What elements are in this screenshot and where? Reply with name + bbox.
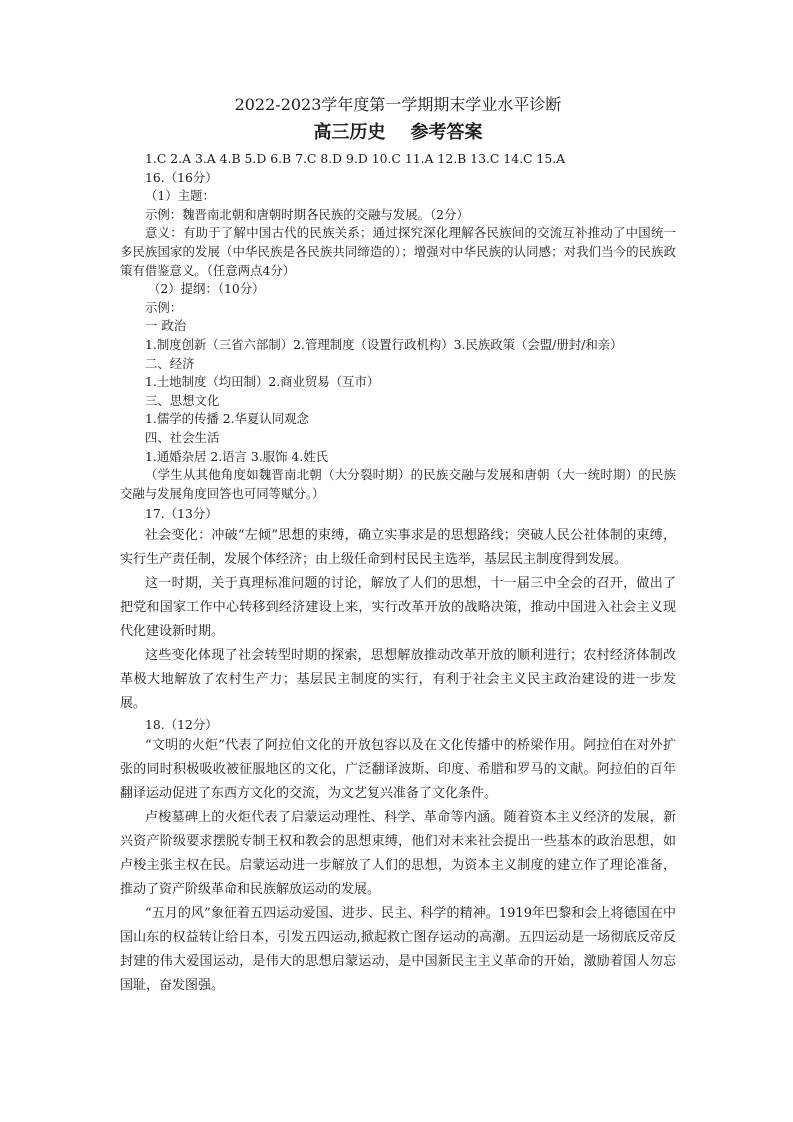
multiple-choice-answers: 1.C 2.A 3.A 4.B 5.D 6.B 7.C 8.D 9.D 10.C 11.A 12.B 13.C 14.C 15.A (145, 151, 566, 166)
q16-section3-items: 1.儒学的传播 2.华夏认同观念 (145, 411, 309, 427)
answer-sheet (120, 94, 676, 998)
q16-section1-title: 一 政治 (145, 318, 187, 334)
q16-section1-items: 1.制度创新（三省六部制）2.管理制度（设置行政机构）3.民族政策（会盟/册封/和亲） (145, 336, 623, 352)
q16-section4-items: 1.通婚杂居 2.语言 3.服饰 4.姓氏 (145, 448, 329, 464)
q18-paragraph: “五月的风”象征着五四运动爱国、进步、民主、科学的精神。1919年巴黎和会上将德国在中国山东的权益转让给日本，引发五四运动,掀起救亡图存运动的高潮。五四运动是一场彻底反帝反封建的伟大爱国运动，是伟大的思想启蒙运动，是中国新民主主义革命的开始，激励着国人勿忘国耻，奋发图强。 (120, 906, 676, 994)
q17-heading: 17.（13分） (145, 506, 218, 522)
q16-part2-label: （2）提纲：（10分） (148, 281, 265, 297)
q16-part1-label: （1）主题： (145, 188, 215, 204)
q17-paragraph: 社会变化：冲破“左倾”思想的束缚，确立实事求是的思想路线；突破人民公社体制的束缚，实行生产责任制，发展个体经济；由上级任命到村民民主选举，基层民主制度得到发展。 (120, 527, 676, 567)
q16-part1-example: 示例：魏晋南北朝和唐朝时期各民族的交融与发展。（2分） (145, 206, 469, 222)
q18-heading: 18.（12分） (145, 716, 218, 732)
q16-section3-title: 三、思想文化 (145, 392, 220, 408)
q16-heading: 16.（16分） (145, 169, 218, 185)
q16-section2-title: 二、经济 (145, 355, 195, 371)
q16-part2-example: 示例： (145, 299, 183, 315)
q18-paragraph: “文明的火炬”代表了阿拉伯文化的开放包容以及在文化传播中的桥梁作用。阿拉伯在对外扩张的同时积极吸收被征服地区的文化，广泛翻译波斯、印度、希腊和罗马的文献。阿拉伯的百年翻译运动促进了东西方文化的交流，为文艺复兴准备了文化条件。 (120, 738, 676, 802)
q16-scoring-note: （学生从其他角度如魏晋南北朝（大分裂时期）的民族交融与发展和唐朝（大一统时期）的民族交融与发展角度回答也可同等赋分。） (120, 467, 676, 501)
q16-part1-meaning: 意义：有助于了解中国古代的民族关系；通过探究深化理解各民族间的交流互补推动了中国统一多民族国家的发展（中华民族是各民族共同缔造的）；增强对中华民族的认同感；对我们当今的民族政策有借鉴意义。（任意两点4分） (120, 225, 676, 278)
page-subtitle: 高三历史 参考答案 (313, 122, 483, 143)
q18-paragraph: 卢梭墓碑上的火炬代表了启蒙运动理性、科学、革命等内涵。随着资本主义经济的发展，新兴资产阶级要求摆脱专制王权和教会的思想束缚，他们对未来社会提出一些基本的政治思想，如卢梭主张主权在民。启蒙运动进一步解放了人们的思想，为资本主义制度的建立作了理论准备，推动了资产阶级革命和民族解放运动的发展。 (120, 810, 676, 898)
q17-paragraph: 这一时期，关于真理标准问题的讨论，解放了人们的思想，十一届三中全会的召开，做出了把党和国家工作中心转移到经济建设上来，实行改革开放的战略决策，推动中国进入社会主义现代化建设新时期。 (120, 575, 676, 639)
q16-section2-items: 1.土地制度（均田制）2.商业贸易（互市） (145, 374, 380, 390)
page-title: 2022-2023学年度第一学期期末学业水平诊断 (234, 95, 562, 114)
q17-paragraph: 这些变化体现了社会转型时期的探索，思想解放推动改革开放的顺利进行；农村经济体制改革极大地解放了农村生产力；基层民主制度的实行，有利于社会主义民主政治建设的进一步发展。 (120, 647, 676, 711)
q16-section4-title: 四、社会生活 (145, 429, 220, 445)
